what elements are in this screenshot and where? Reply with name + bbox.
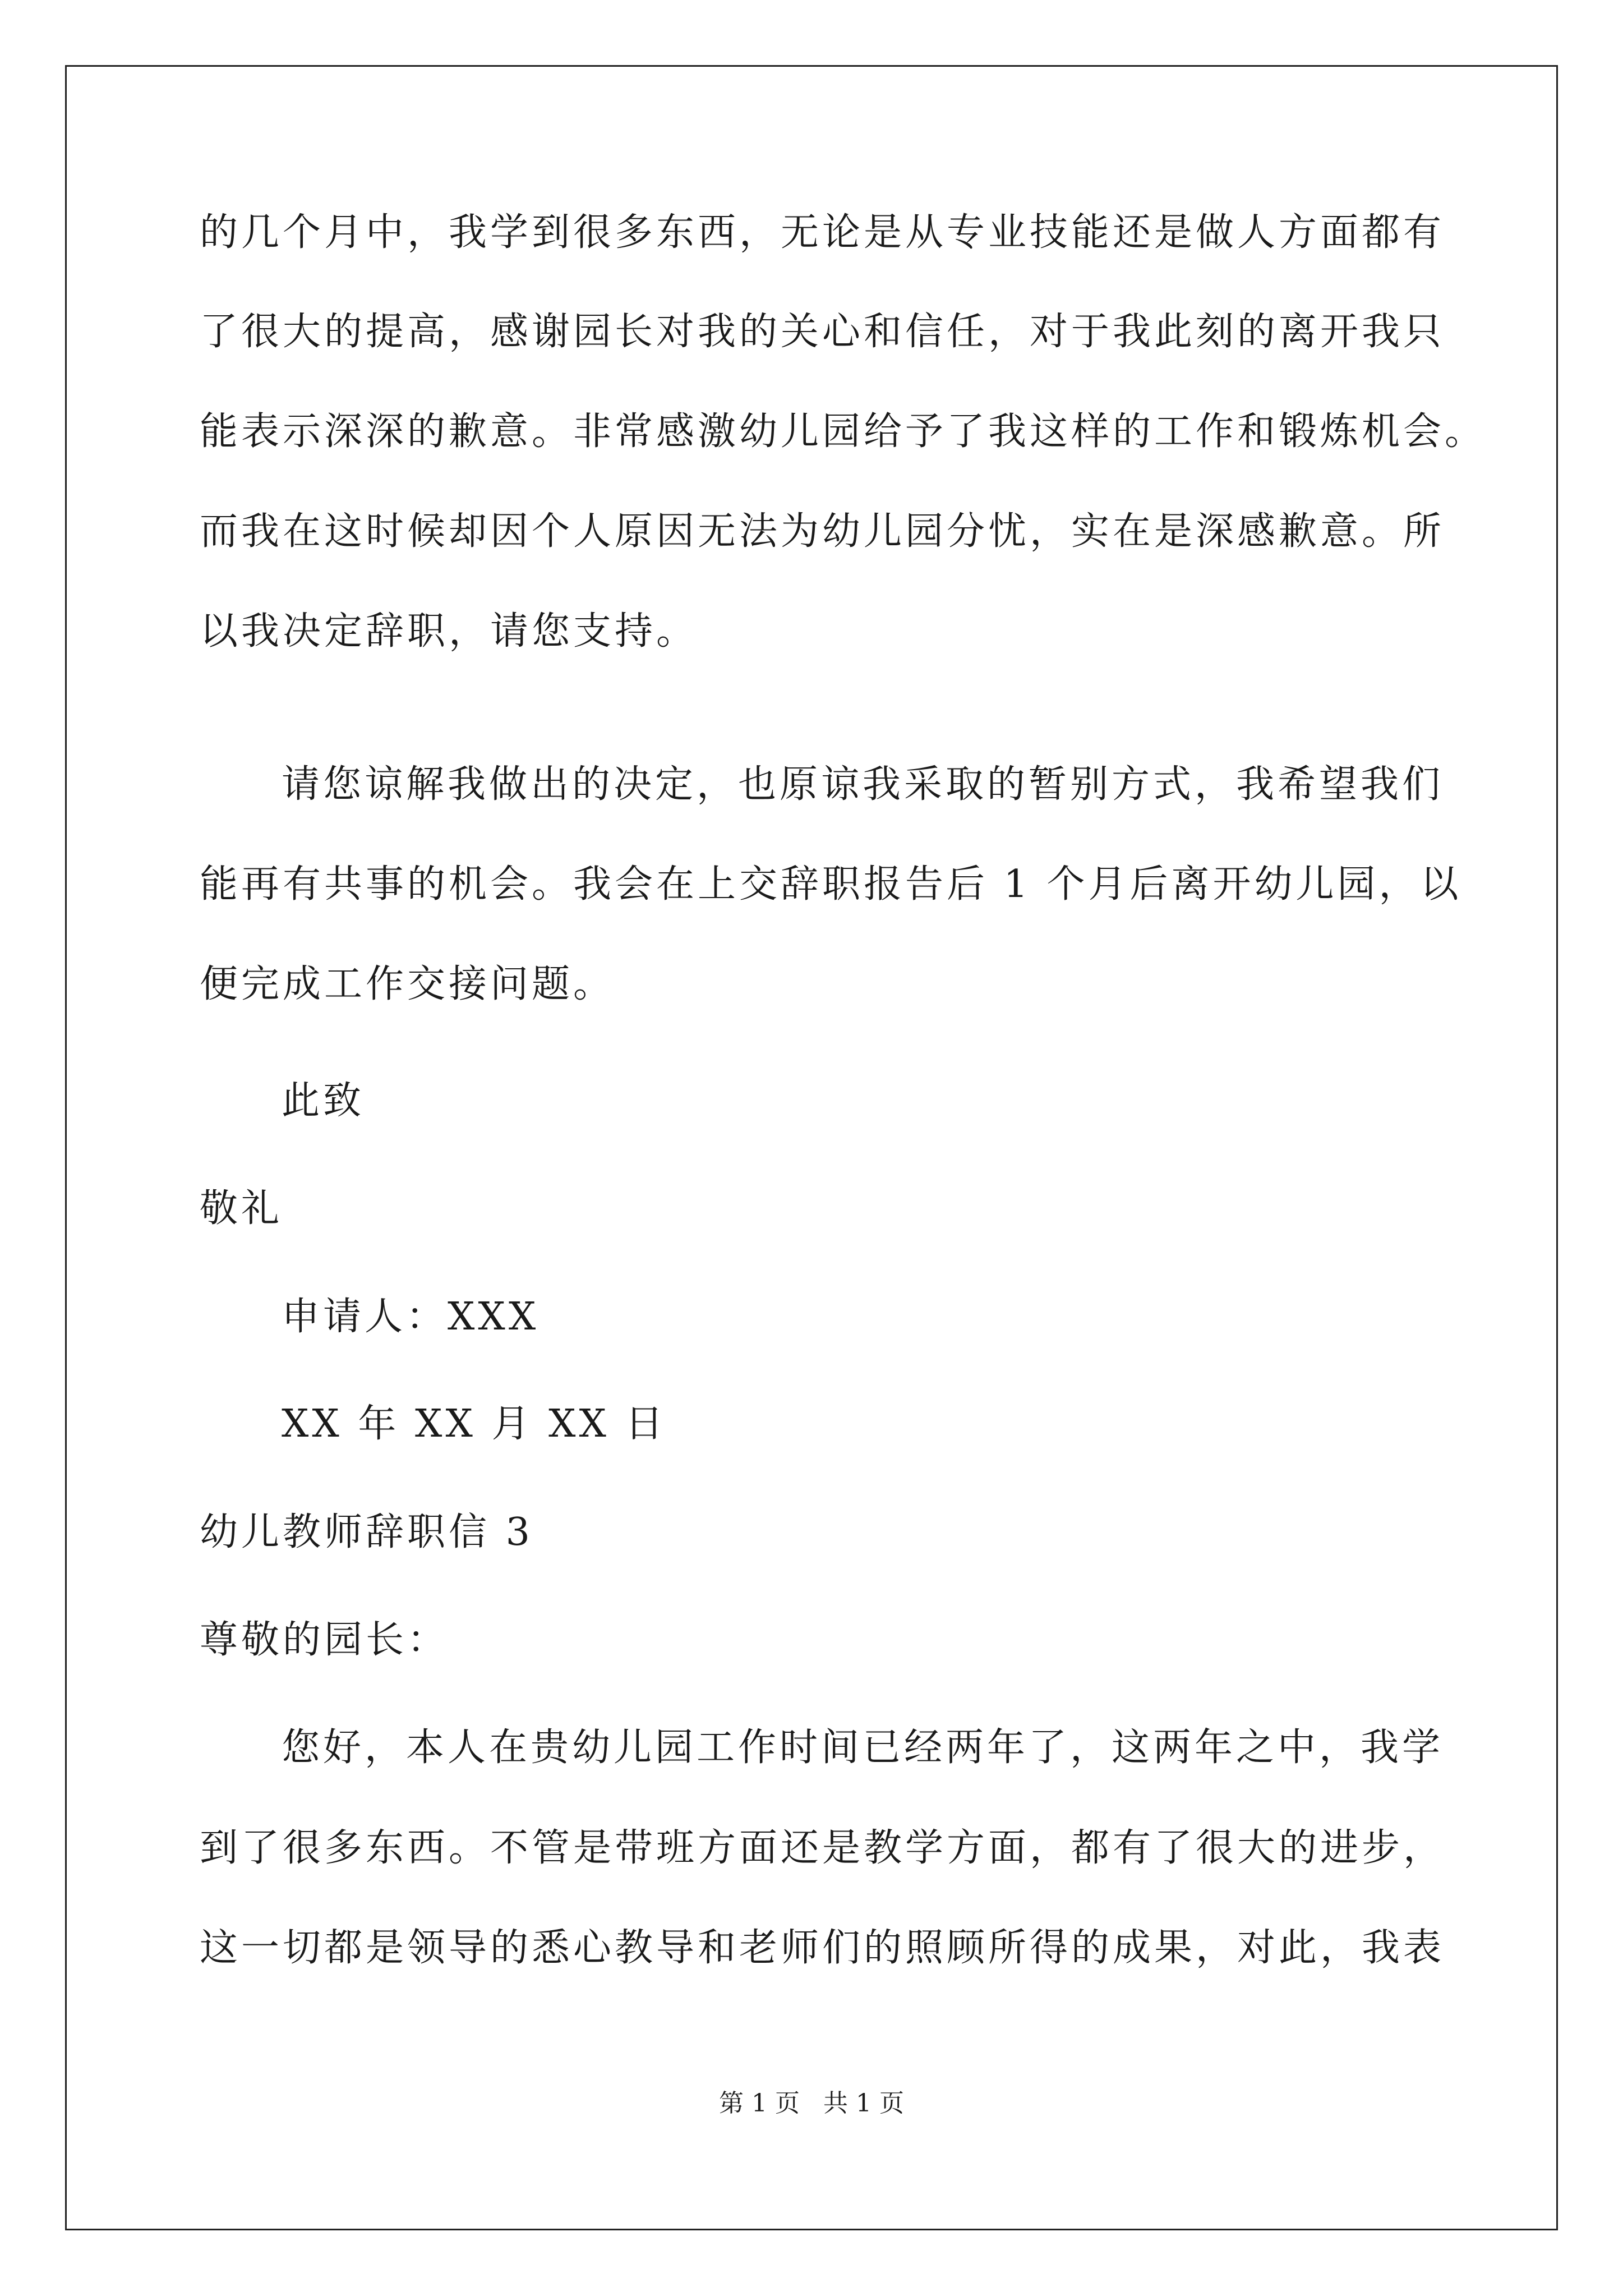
page-footer	[0, 2087, 1623, 2120]
paragraph-line: 能表示深深的歉意。非常感激幼儿园给予了我这样的工作和锻炼机会。	[200, 409, 1487, 454]
closing-regards: 敬礼	[200, 1186, 283, 1231]
paragraph-line: 了很大的提高，感谢园长对我的关心和信任，对于我此刻的离开我只	[200, 310, 1445, 354]
paragraph-line: 以我决定辞职，请您支持。	[200, 609, 698, 654]
paragraph-line: 您好，本人在贵幼儿园工作时间已经两年了，这两年之中，我学	[282, 1726, 1444, 1770]
section-title: 幼儿教师辞职信 3	[200, 1510, 533, 1554]
paragraph-line: 而我在这时候却因个人原因无法为幼儿园分忧，实在是深感歉意。所	[200, 509, 1445, 554]
closing-salutation: 此致	[282, 1079, 365, 1123]
page-count: 共 1 页	[823, 2089, 904, 2118]
letter-date: XX 年 XX 月 XX 日	[282, 1402, 667, 1446]
page-number: 第 1 页	[719, 2089, 800, 2118]
paragraph-line: 的几个月中，我学到很多东西，无论是从专业技能还是做人方面都有	[200, 210, 1445, 255]
paragraph-line: 能再有共事的机会。我会在上交辞职报告后 1 个月后离开幼儿园，以	[200, 862, 1462, 907]
page-border	[65, 65, 1558, 2230]
greeting: 尊敬的园长：	[200, 1618, 449, 1662]
paragraph-line: 请您谅解我做出的决定，也原谅我采取的暂别方式，我希望我们	[282, 762, 1444, 807]
paragraph-line: 到了很多东西。不管是带班方面还是教学方面，都有了很大的进步，	[200, 1826, 1445, 1870]
paragraph-line: 便完成工作交接问题。	[200, 962, 615, 1006]
paragraph-line: 这一切都是领导的悉心教导和老师们的照顾所得的成果，对此，我表	[200, 1926, 1445, 1970]
applicant-signature: 申请人：XXX	[282, 1295, 540, 1339]
